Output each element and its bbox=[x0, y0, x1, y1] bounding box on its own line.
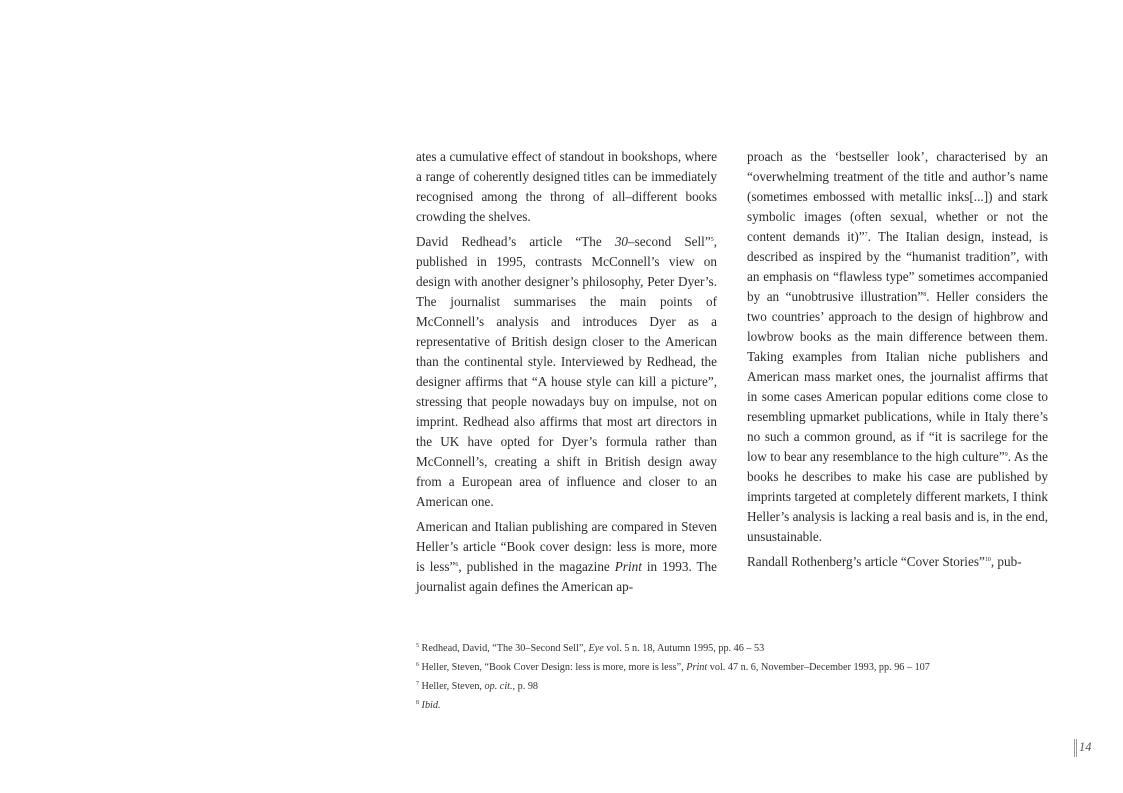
text-span: , published in 1995, contrasts McConnell’s view on design with another designer’s philosophy, Peter Dyer’s. The journalist summarises the main points of McConnell’s analysis and introduces Dyer as a representative of British design closer to the American than the continental style. Interviewed by Redhead, the designer affirms that “A house style can kill a picture”, stressing that people nowadays buy on impulse, not on imprint. Redhead also affirms that most art directors in the UK have opted for Dyer’s formula rather than McConnell’s, creating a shift in British design away from a European area of influence and closer to an American one. bbox=[416, 234, 717, 509]
footnotes bbox=[416, 639, 1056, 715]
italic-text: Ibid. bbox=[421, 700, 441, 711]
paragraph: ates a cumulative effect of standout in bookshops, where a range of coherently designed titles can be immediately recognised among the throng of all–different books crowding the shelves. bbox=[416, 149, 717, 224]
paragraph bbox=[747, 147, 1048, 547]
text-span: Heller, Steven, bbox=[419, 681, 485, 692]
italic-text: Print bbox=[686, 662, 708, 673]
text-span: Heller, Steven, “Book Cover Design: less is more, more is less”, bbox=[419, 662, 687, 673]
italic-text: Eye bbox=[588, 643, 604, 654]
text-span: . Heller considers the two countries’ approach to the design of highbrow and lowbrow books as the main difference between them. Taking examples from Italian niche publishers and American mass market ones, the journalist affirms that in some cases American popular editions come close to resembling upmarket publications, while in Italy there’s no such a common ground, as if “it is sacrilege for the low to bear any resemblance to the high culture” bbox=[747, 289, 1049, 464]
italic-text: 30 bbox=[614, 234, 629, 249]
text-span: , pub- bbox=[990, 554, 1022, 569]
paragraph bbox=[747, 552, 1048, 572]
text-span: , published in the magazine bbox=[458, 559, 615, 574]
text-span: , p. 98 bbox=[512, 681, 538, 692]
text-span: in 1993. The journalist again defines the American ap- bbox=[416, 559, 717, 594]
footnote-number: 8 bbox=[416, 700, 419, 706]
paragraph bbox=[416, 232, 717, 512]
text-span: proach as the ‘bestseller look’, characterised by an “overwhelming treatment of the title and author’s name (sometimes embossed with metallic inks[...]) and stark symbolic images (often sexual, whether or not the content demands it)” bbox=[747, 149, 1048, 244]
text-span: David Redhead’s article “The bbox=[416, 234, 615, 249]
footnote-ref[interactable]: 7 bbox=[864, 232, 868, 238]
text-span: Randall Rothenberg’s article “Cover Stories” bbox=[747, 554, 985, 569]
footnote-number: 6 bbox=[416, 662, 419, 668]
text-span: Redhead, David, “The 30–Second Sell”, bbox=[419, 643, 589, 654]
text-span: American and Italian publishing are compared in Steven Heller’s article “Book cover design: less is more, more is less” bbox=[416, 519, 717, 574]
text-span: vol. 47 n. 6, November–December 1993, pp. 96 – 107 bbox=[707, 662, 930, 673]
text-span: . The Italian design, instead, is described as inspired by the “humanist tradition”, with an emphasis on “flawless type” sometimes accompanied by an “unobtrusive illustration” bbox=[747, 229, 1048, 304]
page-number: 14 bbox=[1079, 740, 1092, 754]
left-text-column bbox=[416, 147, 717, 602]
footnote-ref[interactable]: 9 bbox=[1004, 452, 1008, 458]
italic-text: Print bbox=[614, 559, 642, 574]
footnote bbox=[416, 677, 1056, 696]
footnote-number: 5 bbox=[416, 643, 419, 649]
footnote bbox=[416, 639, 1056, 658]
footnote-ref[interactable]: 5 bbox=[710, 237, 714, 243]
text-span: vol. 5 n. 18, Autumn 1995, pp. 46 – 53 bbox=[603, 643, 765, 654]
footnote bbox=[416, 658, 1056, 677]
page-number-rule bbox=[1074, 739, 1077, 757]
footnote-ref[interactable]: 10 bbox=[984, 557, 991, 563]
text-span: . As the books he describes to make his case are published by imprints targeted at completely different markets, I think Heller’s analysis is lacking a real basis and is, in the end, unsustainable. bbox=[747, 449, 1048, 544]
footnote-ref[interactable]: 8 bbox=[923, 292, 927, 298]
paragraph bbox=[416, 517, 717, 597]
footnote bbox=[416, 696, 1056, 715]
italic-text: op. cit. bbox=[484, 681, 513, 692]
right-text-column bbox=[747, 147, 1048, 577]
footnote-ref[interactable]: 6 bbox=[455, 562, 459, 568]
text-span: –second Sell” bbox=[628, 234, 711, 249]
footnote-number: 7 bbox=[416, 681, 419, 687]
